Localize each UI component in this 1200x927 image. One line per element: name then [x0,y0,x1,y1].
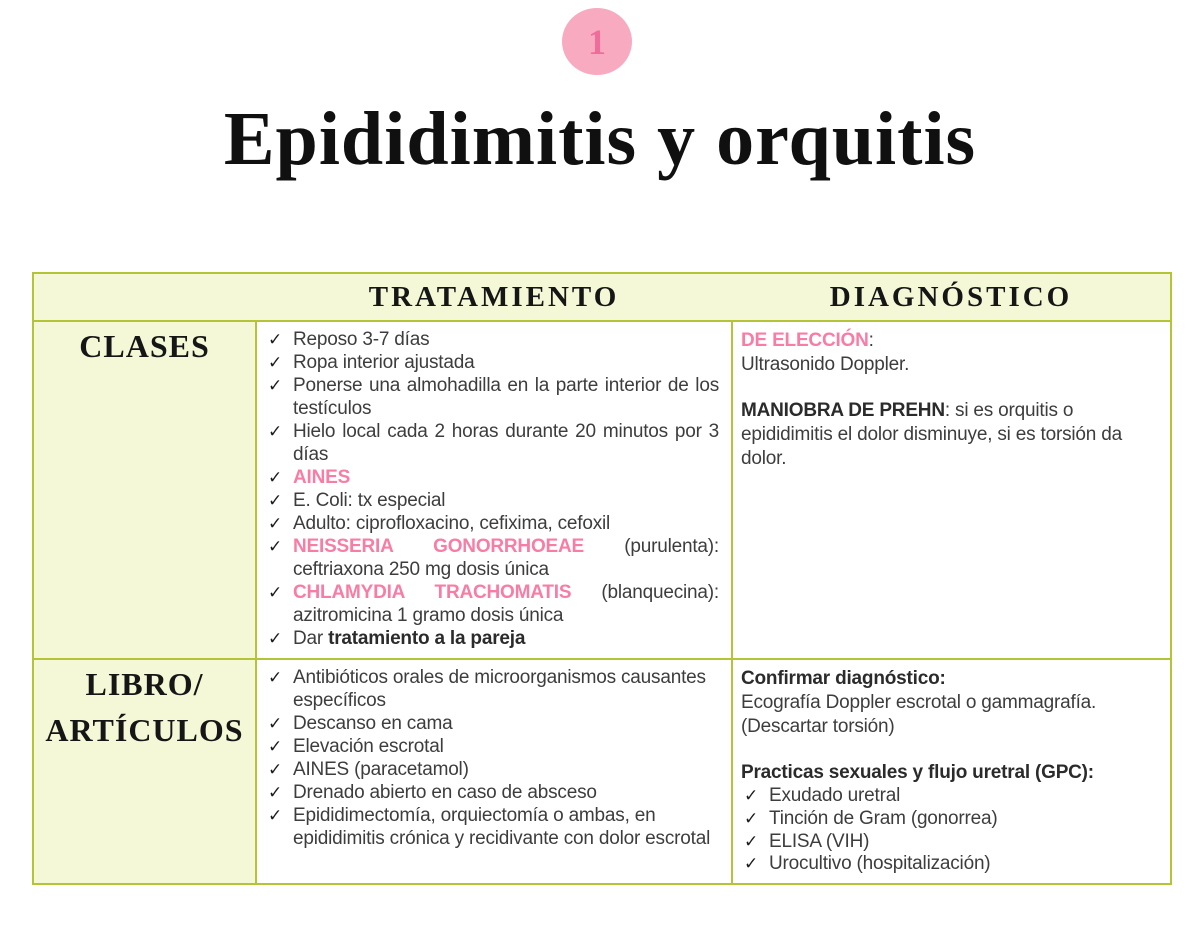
text-segment: (blanquecina): azitromicina 1 gramo dosis única [293,581,719,626]
checklist-item [265,713,719,736]
checklist-item [265,782,719,805]
checklist-item-text [293,759,719,782]
summary-table [32,272,1172,885]
row-label-line: LIBRO/ [85,665,204,702]
checklist-item [741,808,1158,831]
row-label-clases [33,321,256,659]
check-icon: ✓ [268,513,283,534]
text-segment: Urocultivo (hospitalización) [769,853,991,875]
text-segment: Ecografía Doppler escrotal o gammagrafía. [741,691,1097,713]
slide-number: 1 [588,21,606,62]
check-icon: ✓ [268,805,283,826]
paragraph [741,691,1158,715]
cell-clases-tratamiento [256,321,732,659]
paragraph [741,715,1158,739]
check-icon: ✓ [744,808,759,829]
column-header-diagnostico: DIAGNÓSTICO [732,273,1171,321]
text-segment: Descanso en cama [293,712,453,734]
check-icon: ✓ [268,759,283,780]
cell-libro-diagnostico [732,659,1171,885]
checklist-item-text [293,713,719,736]
text-segment: Exudado uretral [769,784,901,806]
bold-text: Practicas sexuales y flujo uretral (GPC): [741,761,1094,783]
text-segment: Ponerse una almohadilla en la parte interior de los testículos [293,374,719,419]
text-segment: (Descartar torsión) [741,715,895,737]
check-icon: ✓ [268,352,283,373]
table-row-libro-articulos [33,659,1171,885]
checklist-item [265,736,719,759]
checklist-item-text [769,785,1158,808]
slide-number-badge [562,8,632,75]
check-icon: ✓ [268,467,283,488]
cell-clases-diagnostico [732,321,1171,659]
check-icon: ✓ [268,330,283,350]
checklist-item-text [293,582,719,628]
paragraph [741,399,1158,471]
text-segment: Tinción de Gram (gonorrea) [769,807,998,829]
text-segment: Antibióticos orales de microorganismos causantes específicos [293,666,706,711]
bold-text: MANIOBRA DE PREHN [741,399,945,421]
check-icon: ✓ [268,628,283,649]
check-icon: ✓ [744,831,759,852]
checklist-item [265,513,719,536]
text-segment: Ropa interior ajustada [293,351,475,373]
table-header-row [33,273,1171,321]
checklist-item [265,329,719,352]
checklist-item-text [293,375,719,421]
check-icon: ✓ [268,375,283,396]
paragraph [741,329,1158,353]
checklist-item-text [293,536,719,582]
text-segment: Adulto: ciprofloxacino, cefixima, cefoxil [293,512,611,534]
checklist-item [265,375,719,421]
checklist-item [265,805,719,851]
checklist-item [265,490,719,513]
checklist-item-text [293,667,719,713]
row-label-line: CLASES [79,328,210,364]
bold-text: Confirmar diagnóstico: [741,667,946,689]
text-segment: : si es orquitis o epididimitis el dolor disminuye, si es torsión da dolor. [741,399,1122,469]
check-icon: ✓ [268,421,283,442]
text-segment: ELISA (VIH) [769,830,870,852]
checklist-item-text [293,352,719,375]
text-segment: Ultrasonido Doppler. [741,353,910,375]
check-icon: ✓ [268,667,283,688]
check-icon: ✓ [268,782,283,803]
text-segment: Hielo local cada 2 horas durante 20 minutos por 3 días [293,420,719,465]
checklist-item [265,536,719,582]
column-header-empty [33,273,256,321]
highlight-pink-text: DE ELECCIÓN [741,330,869,351]
checklist-item-text [769,808,1158,831]
highlight-pink-text: NEISSERIA GONORRHOEAE [293,535,585,557]
text-segment: AINES (paracetamol) [293,758,469,780]
checklist-item [265,582,719,628]
column-header-tratamiento: TRATAMIENTO [256,273,732,321]
paragraph [741,761,1158,785]
check-icon: ✓ [744,785,759,806]
checklist-item [265,667,719,713]
checklist-item-text [293,805,719,851]
text-segment: Elevación escrotal [293,735,444,757]
checklist-item-text [293,421,719,467]
text-segment: : [868,330,874,351]
checklist-item [265,421,719,467]
checklist-item [265,352,719,375]
checklist-item [741,831,1158,854]
check-icon: ✓ [268,736,283,757]
check-icon: ✓ [268,582,283,603]
highlight-pink-text: AINES [293,466,351,488]
text-segment: Epididimectomía, orquiectomía o ambas, en epididimitis crónica y recidivante con dolor escrotal [293,804,711,849]
checklist-item-text [293,782,719,805]
checklist-item [265,628,719,651]
text-segment: (purulenta): ceftriaxona 250 mg dosis única [293,535,720,580]
checklist-item-text [293,329,719,352]
checklist-item-text [293,736,719,759]
checklist-item-text [769,853,1158,876]
check-icon: ✓ [268,536,283,557]
page-title: Epididimitis y orquitis [223,97,977,181]
paragraph-spacer [741,739,1158,761]
checklist-item [265,759,719,782]
checklist-item [265,467,719,490]
checklist-item-text [293,628,719,651]
row-label-libro-articulos [33,659,256,885]
checklist-item-text [293,467,719,490]
text-segment: E. Coli: tx especial [293,489,446,511]
checklist-item [741,853,1158,876]
check-icon: ✓ [268,713,283,734]
paragraph [741,667,1158,691]
checklist-item-text [293,513,719,536]
highlight-pink-text: CHLAMYDIA TRACHOMATIS [293,581,572,603]
table-row-clases [33,321,1171,659]
text-segment: Reposo 3-7 días [293,329,430,350]
paragraph [741,353,1158,377]
check-icon: ✓ [268,490,283,511]
checklist-item [741,785,1158,808]
check-icon: ✓ [744,854,759,875]
text-segment: Dar [293,627,329,649]
checklist-item-text [293,490,719,513]
bold-text: tratamiento a la pareja [328,627,526,649]
checklist-item-text [769,831,1158,854]
text-segment: Drenado abierto en caso de absceso [293,781,597,803]
cell-libro-tratamiento [256,659,732,885]
row-label-line: ARTÍCULOS [45,712,244,749]
paragraph-spacer [741,377,1158,399]
